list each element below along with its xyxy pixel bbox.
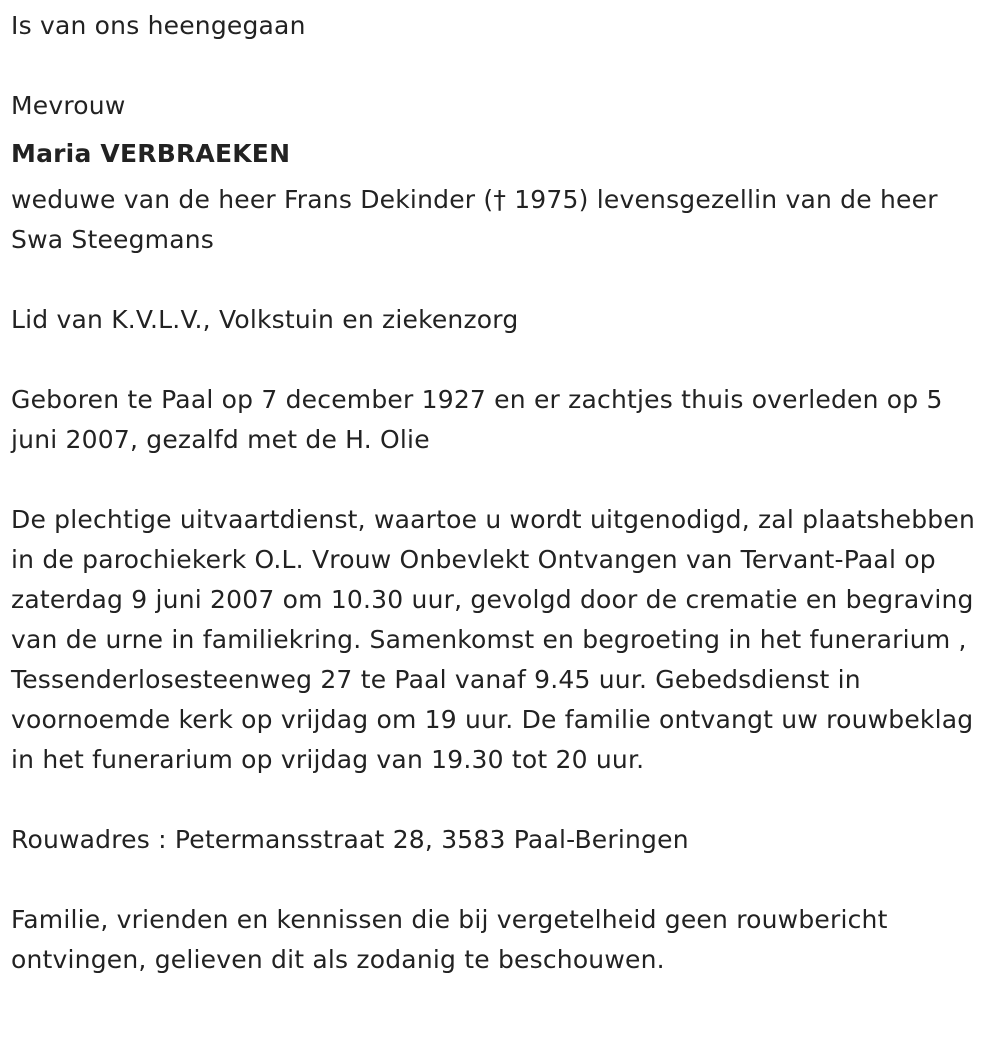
salutation: Mevrouw: [11, 91, 126, 120]
birth-death-text: Geboren te Paal op 7 december 1927 en er zachtjes thuis overleden op 5 juni 2007, gezalfd met de H. Olie: [11, 385, 943, 454]
closing-text: Familie, vrienden en kennissen die bij vergetelheid geen rouwbericht ontvingen, gelieven dit als zodanig te beschouwen.: [11, 905, 888, 974]
funeral-text: De plechtige uitvaartdienst, waartoe u wordt uitgenodigd, zal plaatshebben in de parochiekerk O.L. Vrouw Onbevlekt Ontvangen van Tervant-Paal op zaterdag 9 juni 2007 om 10.30 uur, gevolgd door de crematie en begraving van de urne in familiekring. Samenkomst en begroeting in het funerarium , Tessenderlosesteenweg 27 te Paal vanaf 9.45 uur. Gebedsdienst in voornoemde kerk op vrijdag om 19 uur. De familie ontvangt uw rouwbeklag in het funerarium op vrijdag van 19.30 tot 20 uur.: [11, 505, 975, 774]
address-text: Rouwadres : Petermansstraat 28, 3583 Paal-Beringen: [11, 825, 689, 854]
death-notice: [11, 6, 981, 980]
membership-text: Lid van K.V.L.V., Volkstuin en ziekenzorg: [11, 305, 519, 334]
intro-text: Is van ons heengegaan: [11, 11, 306, 40]
relation-text: weduwe van de heer Frans Dekinder († 1975) levensgezellin van de heer Swa Steegmans: [11, 185, 938, 254]
deceased-name: Maria VERBRAEKEN: [11, 139, 291, 168]
